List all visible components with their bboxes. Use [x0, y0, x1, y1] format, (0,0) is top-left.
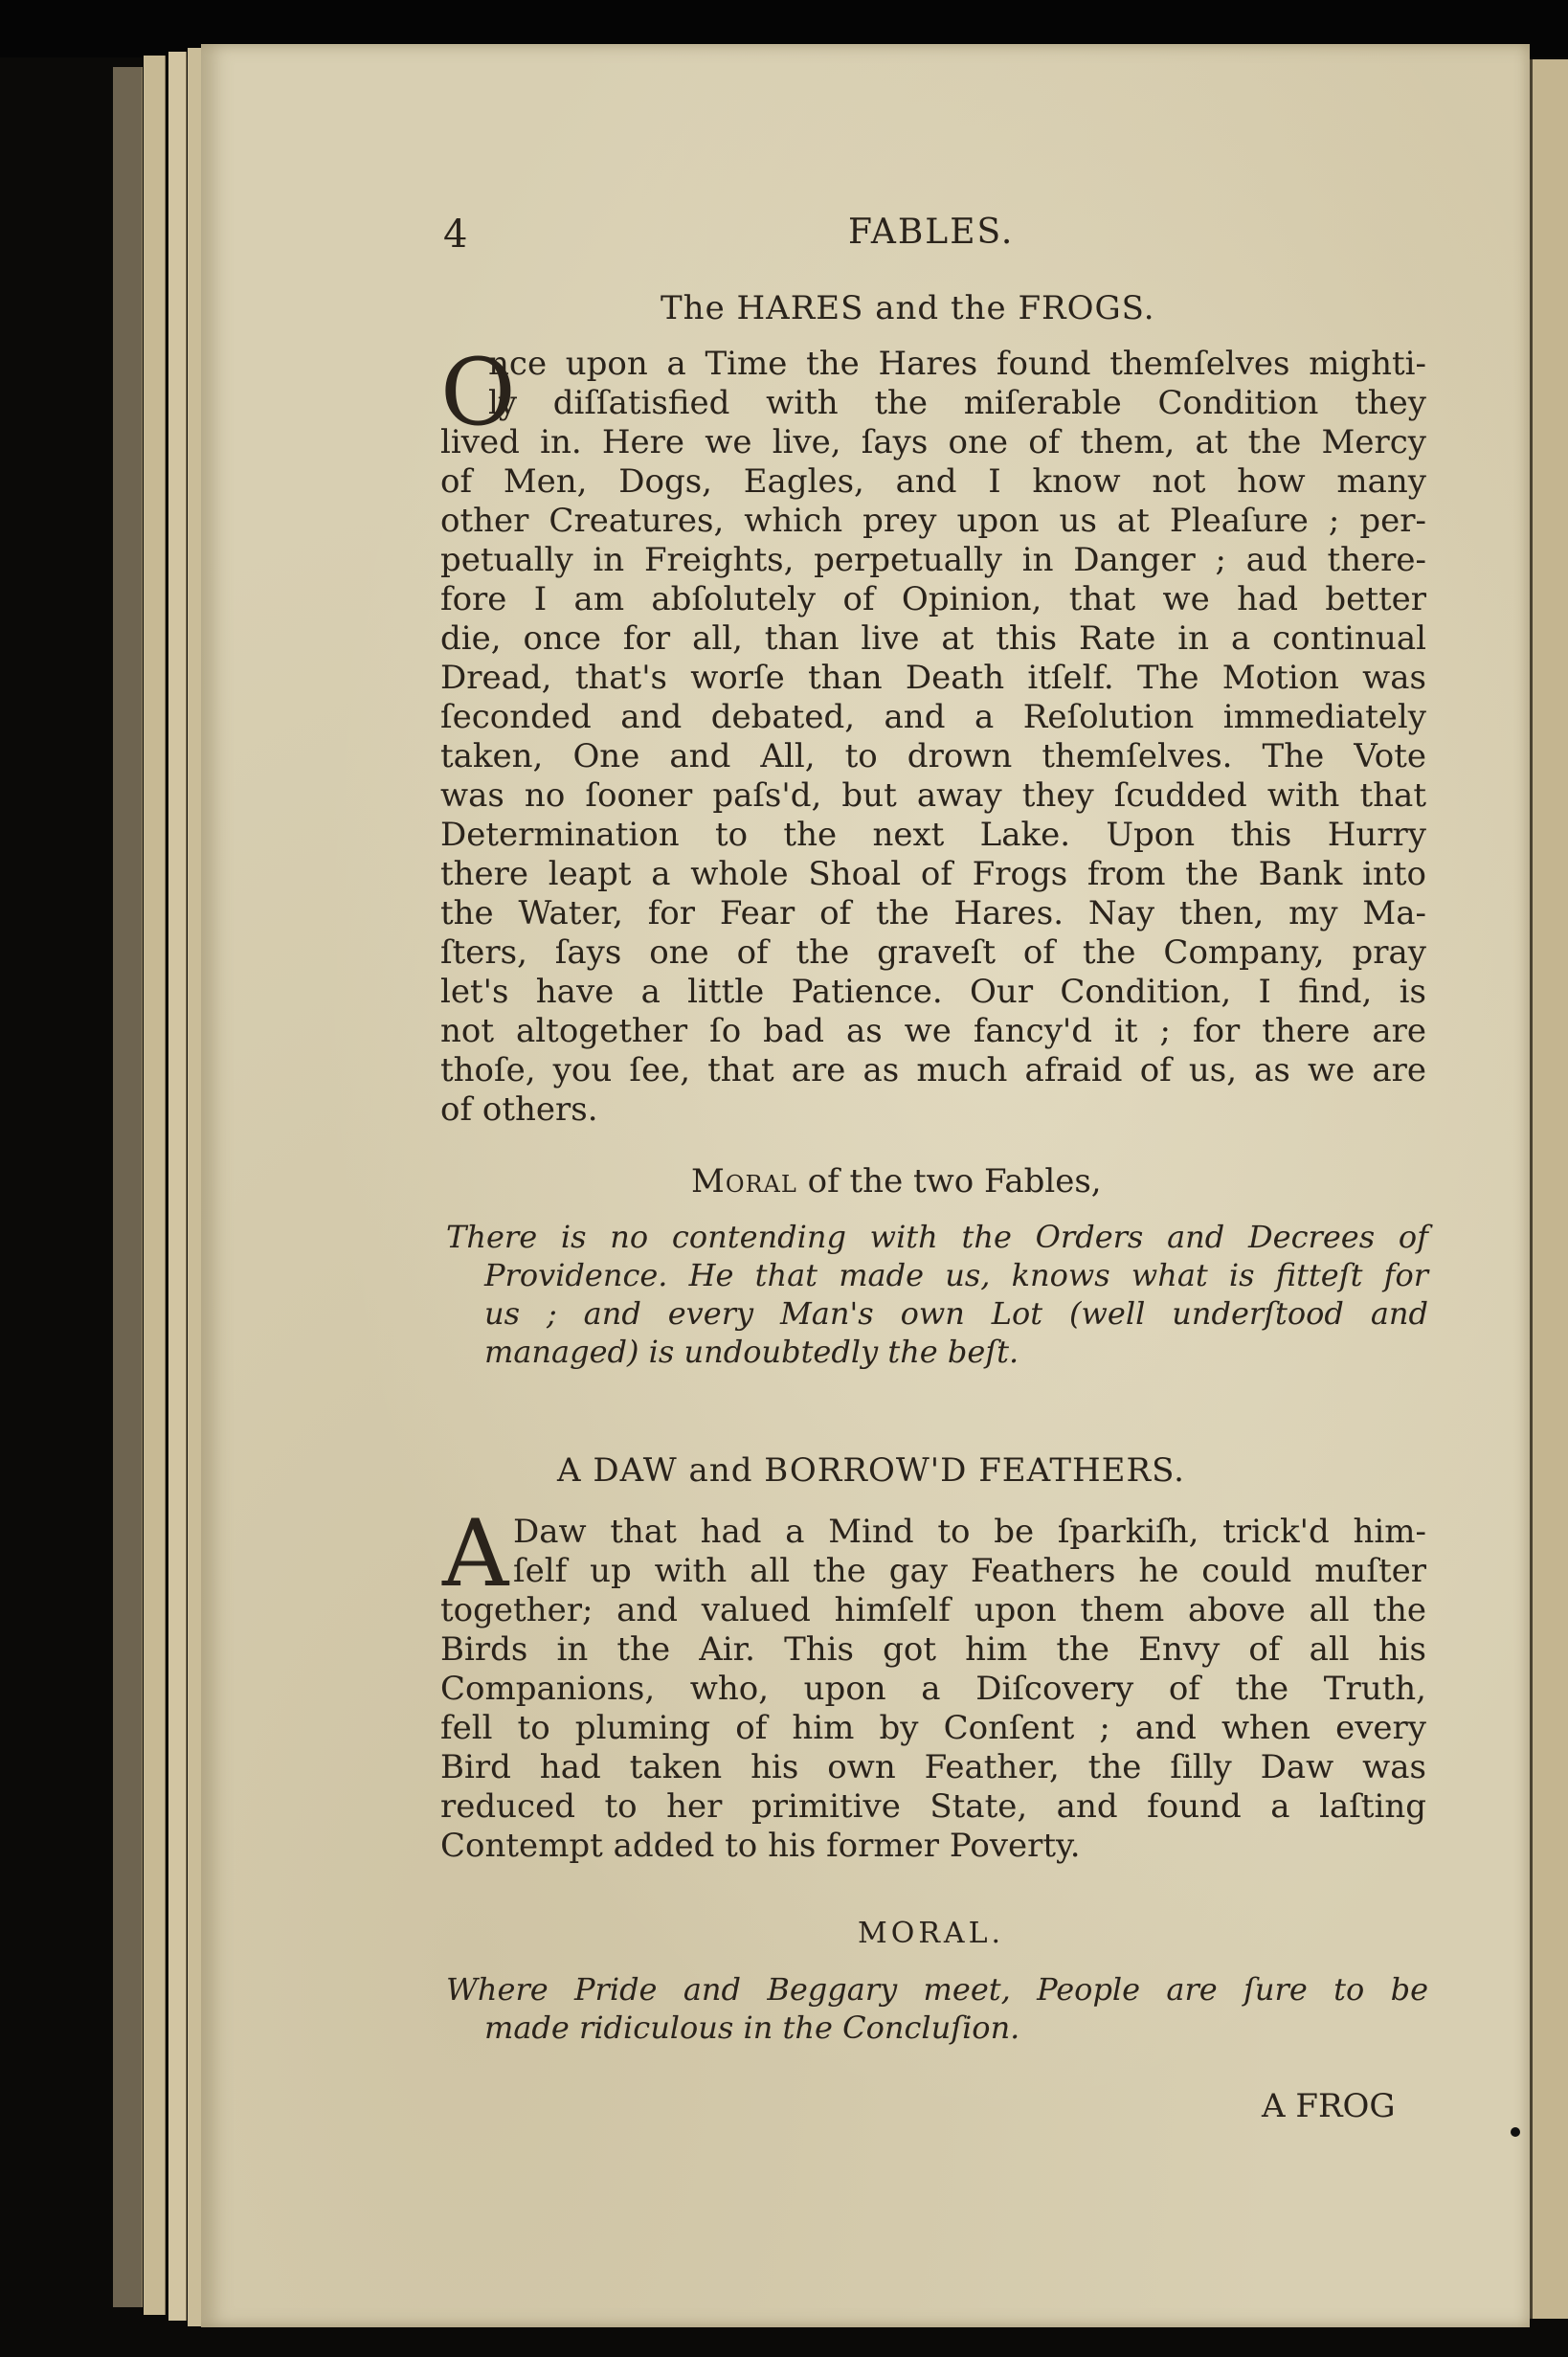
text-line: ſeconded and debated, and a Reſolution immediately	[440, 698, 1426, 736]
text-line: the Water, for Fear of the Hares. Nay then, my Ma-	[440, 894, 1426, 932]
text-line: not altogether ſo bad as we fancy'd it ; for there are	[440, 1012, 1426, 1050]
text-line: Daw that had a Mind to be ſparkiſh, trick'd him-	[513, 1513, 1426, 1551]
moral-heading	[691, 1162, 1102, 1201]
text-line: nce upon a Time the Hares found themſelves mighti-	[488, 345, 1426, 383]
text-line: let's have a little Patience. Our Condition, I find, is	[440, 973, 1426, 1011]
text-line: ſters, ſays one of the graveſt of the Company, pray	[440, 933, 1426, 972]
moral-text	[446, 1218, 1428, 1371]
text-line: made ridiculous in the Concluſion.	[484, 2009, 1020, 2046]
page-edge	[144, 56, 166, 2315]
moral-label: Moral	[691, 1162, 797, 1201]
text-line: petually in Freights, perpetually in Danger ; aud there-	[440, 541, 1426, 579]
text-line: other Creatures, which prey upon us at Pleaſure ; per-	[440, 502, 1426, 540]
page-number: 4	[443, 213, 468, 257]
moral-text	[446, 1970, 1428, 2047]
fable-title: A DAW and BORROW'D FEATHERS.	[557, 1451, 1185, 1490]
text-line: together; and valued himſelf upon them above all the	[440, 1591, 1426, 1629]
text-line: taken, One and All, to drown themſelves. The Vote	[440, 737, 1426, 775]
text-line: of others.	[440, 1090, 598, 1129]
text-line: ly diſſatisfied with the miſerable Condition they	[488, 384, 1426, 422]
text-line: Contempt added to his former Poverty.	[440, 1827, 1081, 1865]
fable-title: The HARES and the FROGS.	[661, 289, 1155, 327]
text-line: fell to pluming of him by Conſent ; and when every	[440, 1709, 1426, 1747]
text-line: of Men, Dogs, Eagles, and I know not how many	[440, 462, 1426, 501]
moral-heading: MORAL.	[858, 1917, 1005, 1950]
page-hole	[1511, 2127, 1520, 2137]
text-line: ſelf up with all the gay Feathers he could muſter	[513, 1552, 1426, 1590]
book-cover-edge	[113, 67, 143, 2307]
drop-cap: A	[442, 1500, 509, 1607]
running-head: FABLES.	[848, 213, 1015, 252]
moral-label-rest: of the two Fables,	[796, 1162, 1102, 1201]
text-line: die, once for all, than live at this Rate in a continual	[440, 619, 1426, 658]
page-edge	[188, 48, 202, 2326]
text-line: managed) is undoubtedly the beſt.	[484, 1334, 1019, 1370]
text-line: Companions, who, upon a Diſcovery of the Truth,	[440, 1670, 1426, 1708]
catchword: A FROG	[1262, 2087, 1396, 2125]
text-line: thoſe, you ſee, that are as much afraid of us, as we are	[440, 1051, 1426, 1089]
text-line: us ; and every Man's own Lot (well underſtood and	[484, 1295, 1428, 1332]
text-line: Where Pride and Beggary meet, People are ſure to be	[446, 1971, 1428, 2008]
text-line: Bird had taken his own Feather, the ſilly Daw was	[440, 1748, 1426, 1786]
text-line: Birds in the Air. This got him the Envy of all his	[440, 1630, 1426, 1669]
text-line: There is no contending with the Orders and Decrees of	[446, 1219, 1428, 1255]
fable-body	[440, 1513, 1426, 1866]
facing-page-edge	[1530, 59, 1568, 2319]
text-line: reduced to her primitive State, and found a laſting	[440, 1787, 1426, 1826]
text-line: there leapt a whole Shoal of Frogs from the Bank into	[440, 855, 1426, 893]
text-line: Determination to the next Lake. Upon this Hurry	[440, 816, 1426, 854]
page-edge	[168, 52, 187, 2321]
text-line: was no ſooner paſs'd, but away they ſcudded with that	[440, 776, 1426, 815]
text-line: fore I am abſolutely of Opinion, that we had better	[440, 580, 1426, 618]
fable-body	[440, 339, 1426, 1130]
text-line: Dread, that's worſe than Death itſelf. The Motion was	[440, 659, 1426, 697]
text-line: Providence. He that made us, knows what is fitteſt for	[484, 1257, 1428, 1293]
text-line: lived in. Here we live, ſays one of them, at the Mercy	[440, 423, 1426, 461]
drop-cap: O	[440, 339, 516, 446]
